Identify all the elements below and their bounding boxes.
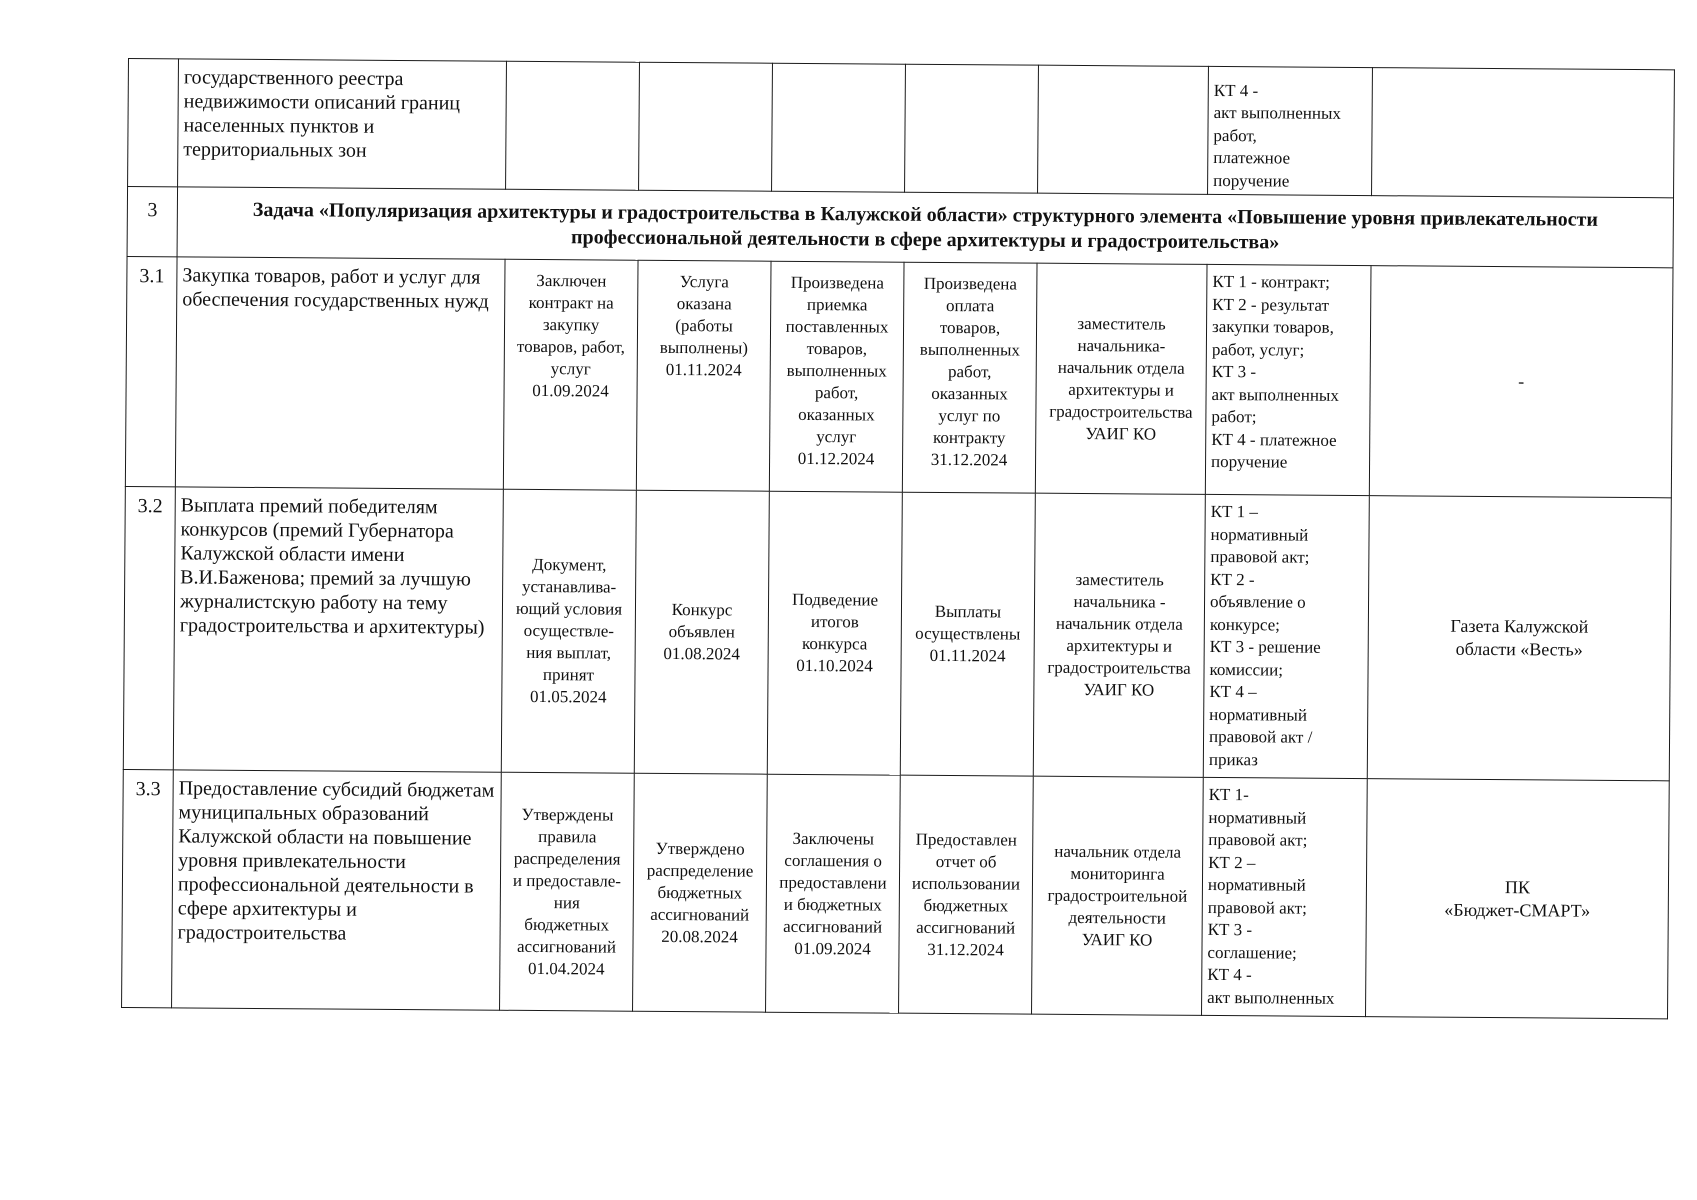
section-header-row bbox=[127, 187, 1673, 268]
responsible-person: заместитель начальника - начальник отдела архитектуры и градостроительства УАИГ КО bbox=[1033, 493, 1205, 777]
checkpoint-1 bbox=[506, 61, 640, 190]
checkpoint-2: Конкурс объявлен 01.08.2024 bbox=[634, 490, 769, 774]
row-number: 3.1 bbox=[125, 256, 177, 486]
checkpoint-3: Произведена приемка поставленных товаров, выполненных работ, оказанных услуг 01.12.2024 bbox=[769, 261, 904, 492]
checkpoint-4: Выплаты осуществлены 01.11.2024 bbox=[900, 492, 1035, 776]
checkpoint-4: Предоставлен отчет об использовании бюджетных ассигнований 31.12.2024 bbox=[899, 775, 1034, 1014]
checkpoint-1: Документ, устанавлива- ющий условия осуществле- ния выплат, принят 01.05.2024 bbox=[501, 489, 636, 773]
control-points: КТ 1 - контракт; КТ 2 - результат закупки товаров, работ, услуг; КТ 3 - акт выполненных работ; КТ 4 - платежное поручение bbox=[1205, 264, 1371, 495]
checkpoint-3: Подведение итогов конкурса 01.10.2024 bbox=[767, 491, 902, 775]
control-points: КТ 1- нормативный правовой акт; КТ 2 – нормативный правовой акт; КТ 3 - соглашение; КТ 4 - акт выполненных bbox=[1202, 777, 1368, 1016]
checkpoint-2 bbox=[639, 62, 773, 191]
information-source: - bbox=[1369, 266, 1673, 498]
checkpoint-3 bbox=[772, 63, 906, 192]
control-points: КТ 4 - акт выполненных работ, платежное поручение bbox=[1208, 66, 1373, 195]
section-title: Задача «Популяризация архитектуры и градостроительства в Калужской области» структурного элемента «Повышение уровня привлекательности профессиональной деятельности в сфере архитектуры и градостроительства» bbox=[177, 187, 1673, 268]
information-source: ПК «Бюджет-СМАРТ» bbox=[1366, 779, 1670, 1019]
information-source bbox=[1372, 68, 1675, 198]
table-row-3-3 bbox=[122, 769, 1670, 1018]
checkpoint-3: Заключены соглашения о предоставлени и бюджетных ассигнований 01.09.2024 bbox=[766, 774, 901, 1013]
checkpoint-2: Услуга оказана (работы выполнены) 01.11.2024 bbox=[636, 260, 771, 491]
control-points: КТ 1 – нормативный правовой акт; КТ 2 - объявление о конкурсе; КТ 3 - решение комиссии; КТ 4 – нормативный правовой акт / приказ bbox=[1203, 494, 1369, 778]
row-number bbox=[128, 59, 179, 187]
event-name: Выплата премий победителям конкурсов (премий Губернатора Калужской области имени В.И.Баженова; премий за лучшую журналистскую работу на тему градостроительства и архитектуры) bbox=[173, 487, 503, 772]
checkpoint-1: Заключен контракт на закупку товаров, работ, услуг 01.09.2024 bbox=[503, 259, 638, 490]
plan-table bbox=[121, 58, 1675, 1019]
event-name: государственного реестра недвижимости описаний границ населенных пунктов и территориальных зон bbox=[178, 59, 507, 189]
responsible-person: заместитель начальника- начальник отдела архитектуры и градостроительства УАИГ КО bbox=[1035, 263, 1207, 494]
responsible-person: начальник отдела мониторинга градостроительной деятельности УАИГ КО bbox=[1032, 776, 1204, 1015]
table-row-3-2 bbox=[123, 486, 1671, 780]
checkpoint-1: Утверждены правила распределения и предоставле- ния бюджетных ассигнований 01.04.2024 bbox=[500, 772, 635, 1011]
table-row-3-1 bbox=[125, 256, 1673, 497]
event-name: Предоставление субсидий бюджетам муниципальных образований Калужской области на повышение уровня привлекательности профессиональной деятельности в сфере архитектуры и градостроительства bbox=[172, 770, 502, 1010]
checkpoint-2: Утверждено распределение бюджетных ассигнований 20.08.2024 bbox=[633, 773, 768, 1012]
checkpoint-4: Произведена оплата товаров, выполненных работ, оказанных услуг по контракту 31.12.2024 bbox=[902, 262, 1037, 493]
event-name: Закупка товаров, работ и услуг для обеспечения государственных нужд bbox=[175, 257, 505, 489]
table-row-continued bbox=[128, 59, 1675, 198]
row-number: 3.3 bbox=[122, 769, 174, 1007]
information-source: Газета Калужской области «Весть» bbox=[1367, 496, 1671, 781]
section-number: 3 bbox=[127, 187, 178, 257]
responsible-person bbox=[1038, 65, 1209, 194]
row-number: 3.2 bbox=[123, 486, 175, 769]
checkpoint-4 bbox=[905, 64, 1039, 193]
table-wrapper bbox=[121, 58, 1674, 1019]
